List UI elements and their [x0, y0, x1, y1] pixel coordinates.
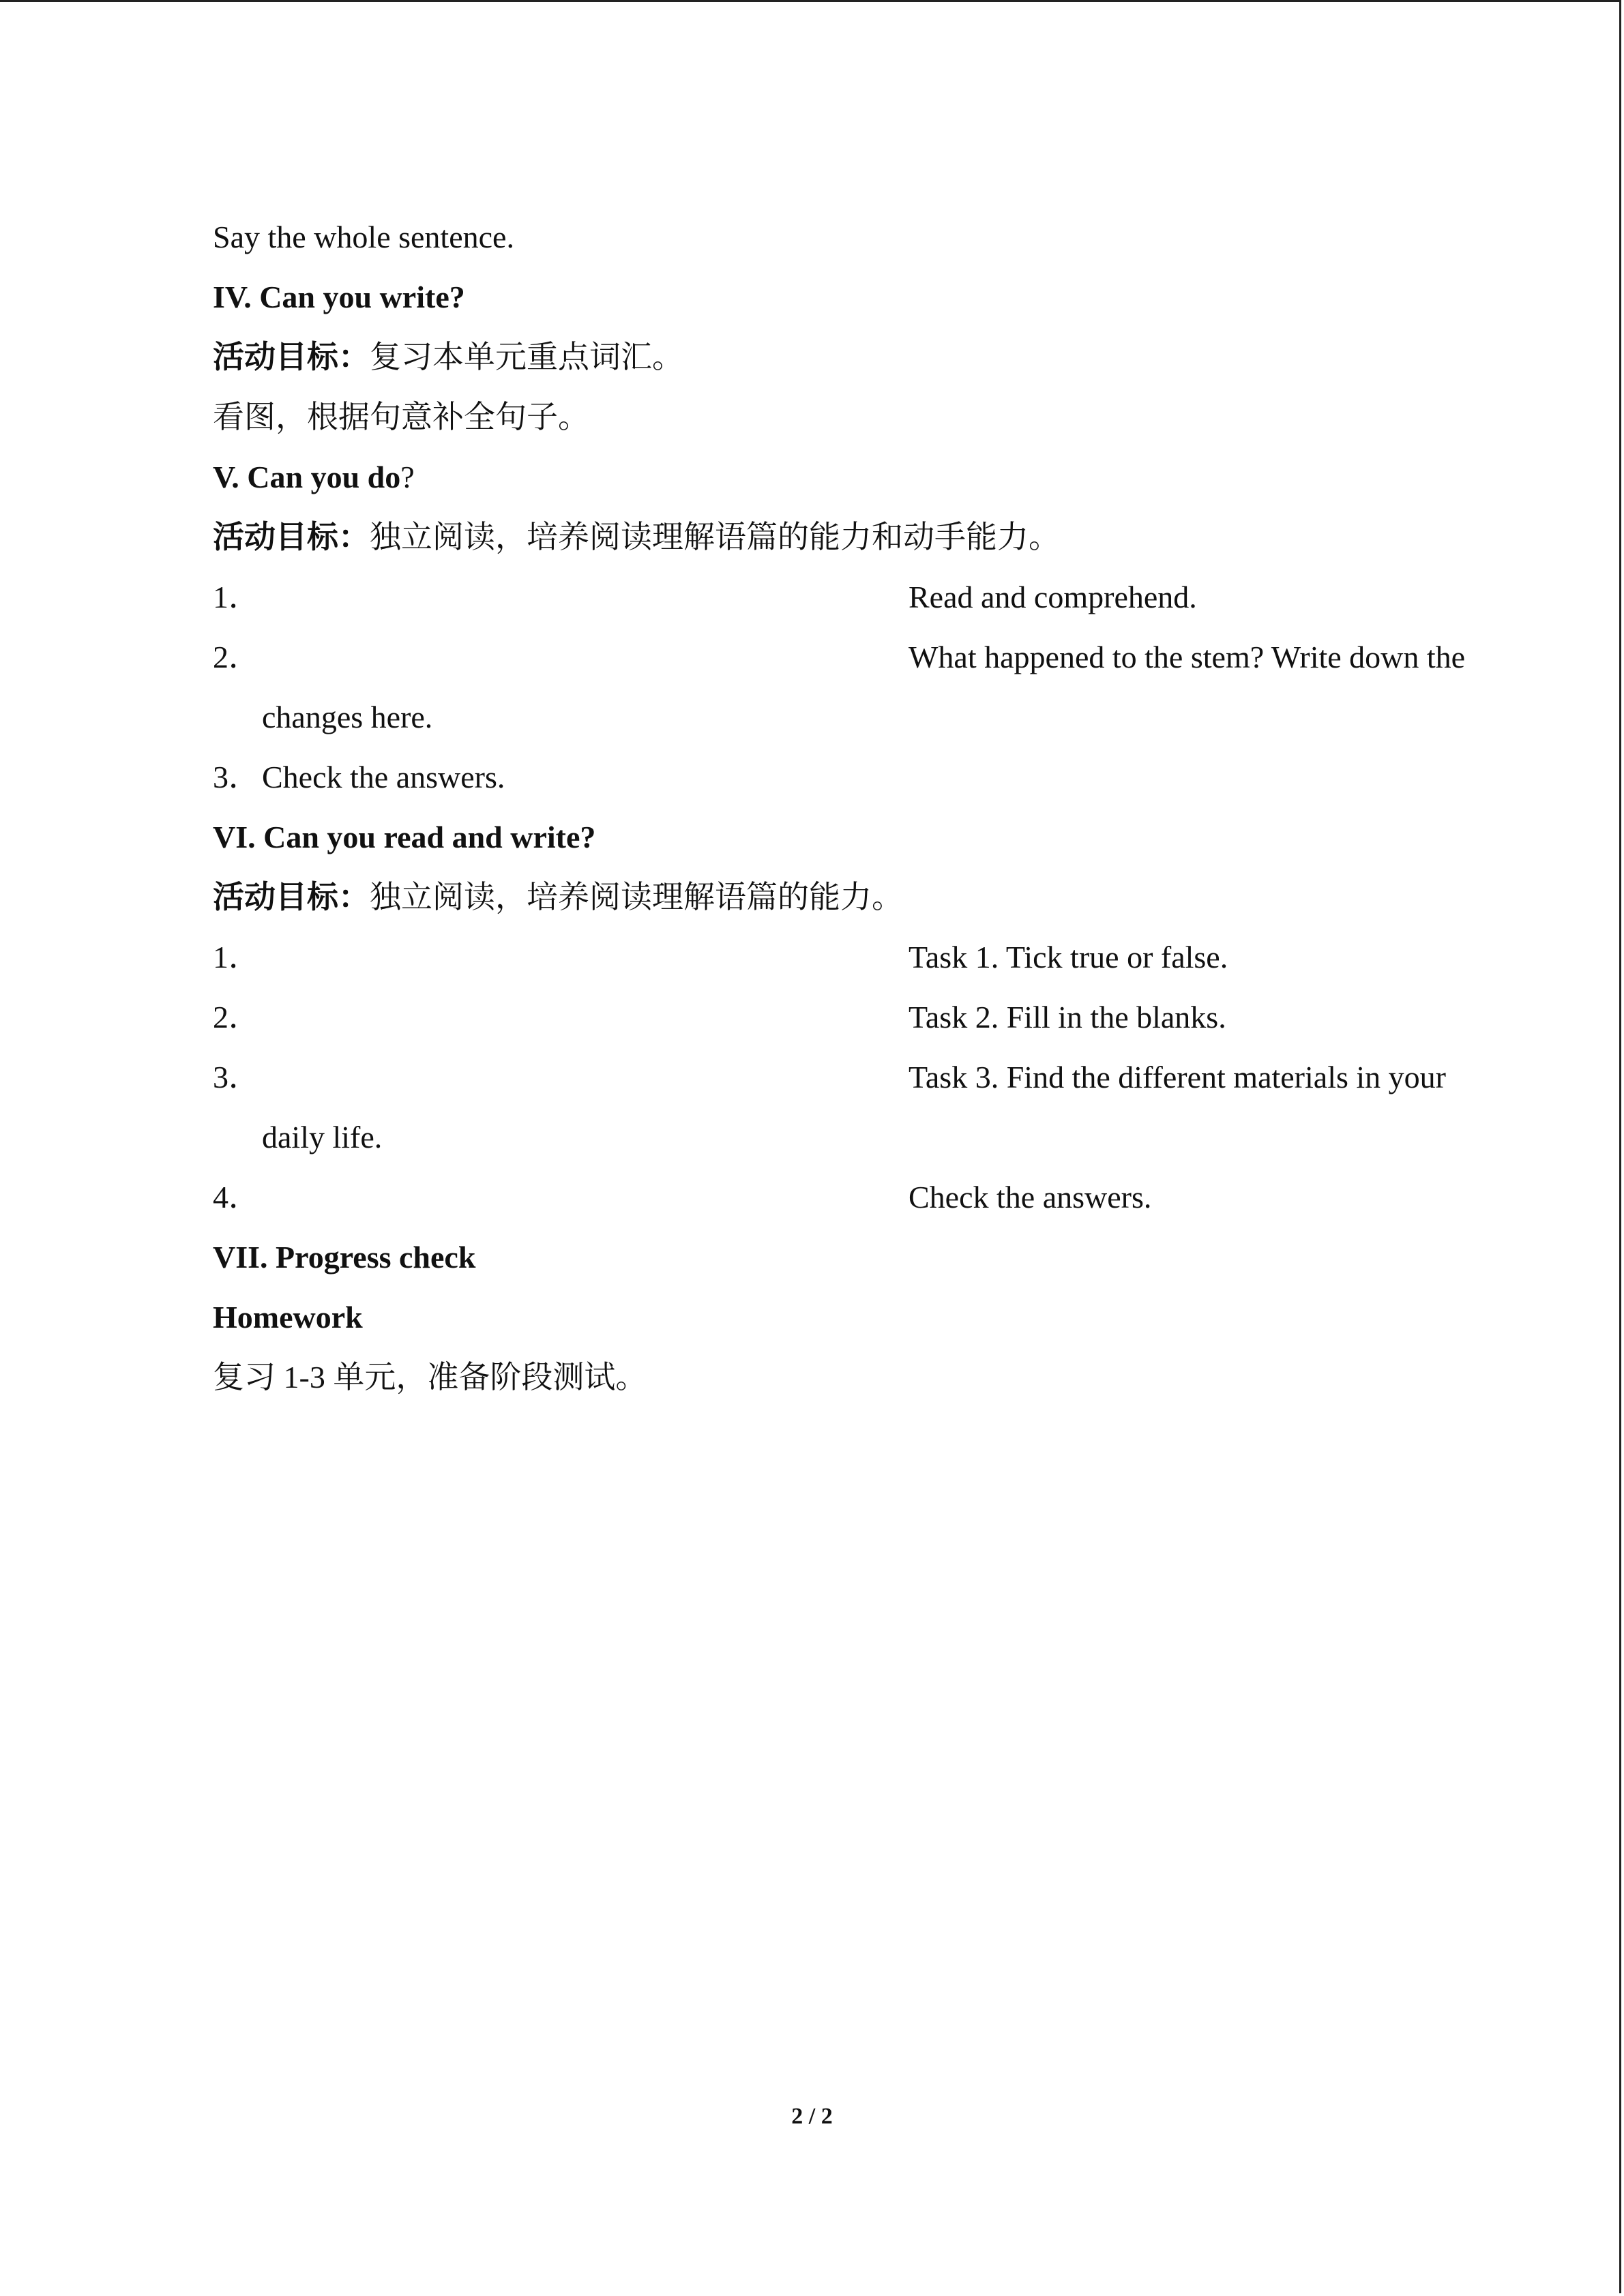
homework-heading: Homework — [213, 1300, 363, 1335]
item-text: Check the answers. — [262, 760, 505, 794]
item-text: Read and comprehend. — [909, 580, 1197, 614]
item-number: 2． — [213, 640, 260, 674]
homework-text: 复习 1-3 单元，准备阶段测试。 — [213, 1360, 647, 1395]
section-v-heading — [213, 457, 1481, 517]
section-iv-heading: IV. Can you write? — [213, 280, 465, 314]
goal-text: 独立阅读，培养阅读理解语篇的能力。 — [370, 880, 903, 914]
list-item — [213, 997, 1481, 1057]
goal-label: 活动目标： — [213, 880, 370, 914]
page-number: 2 / 2 — [791, 2104, 833, 2129]
goal-text: 复习本单元重点词汇。 — [370, 340, 683, 374]
list-item — [213, 637, 1481, 697]
list-item — [213, 577, 1481, 637]
section-iv-goal — [213, 337, 1481, 397]
list-item — [213, 937, 1481, 997]
say-sentence-line: Say the whole sentence. — [213, 220, 514, 254]
item-text: Check the answers. — [909, 1180, 1152, 1214]
list-item — [213, 757, 1481, 817]
item-number: 1． — [213, 580, 260, 614]
section-v-heading-mark: ? — [400, 460, 415, 494]
item-text: What happened to the stem? Write down the — [909, 640, 1466, 674]
item-number: 2． — [213, 1000, 260, 1034]
item-text: Task 3. Find the different materials in your — [909, 1060, 1446, 1094]
section-iv-instruction: 看图，根据句意补全句子。 — [213, 400, 589, 434]
list-item — [213, 1057, 1481, 1117]
item-number: 3． — [213, 1060, 260, 1094]
item-number: 3． — [213, 760, 260, 794]
item-number: 4． — [213, 1180, 260, 1214]
goal-label: 活动目标： — [213, 340, 370, 374]
goal-text: 独立阅读，培养阅读理解语篇的能力和动手能力。 — [370, 520, 1060, 554]
goal-label: 活动目标： — [213, 520, 370, 554]
item-continuation: daily life. — [262, 1120, 383, 1154]
item-number: 1． — [213, 940, 260, 974]
item-text: Task 2. Fill in the blanks. — [909, 1000, 1226, 1034]
list-item — [213, 1177, 1481, 1237]
section-vi-goal — [213, 877, 1481, 937]
item-text: Task 1. Tick true or false. — [909, 940, 1228, 974]
item-continuation: changes here. — [262, 700, 433, 734]
section-vii-heading: VII. Progress check — [213, 1240, 476, 1274]
section-v-heading-text: V. Can you do — [213, 460, 401, 494]
section-vi-heading: VI. Can you read and write? — [213, 820, 596, 854]
document-body — [213, 217, 1481, 1417]
section-v-goal — [213, 517, 1481, 577]
